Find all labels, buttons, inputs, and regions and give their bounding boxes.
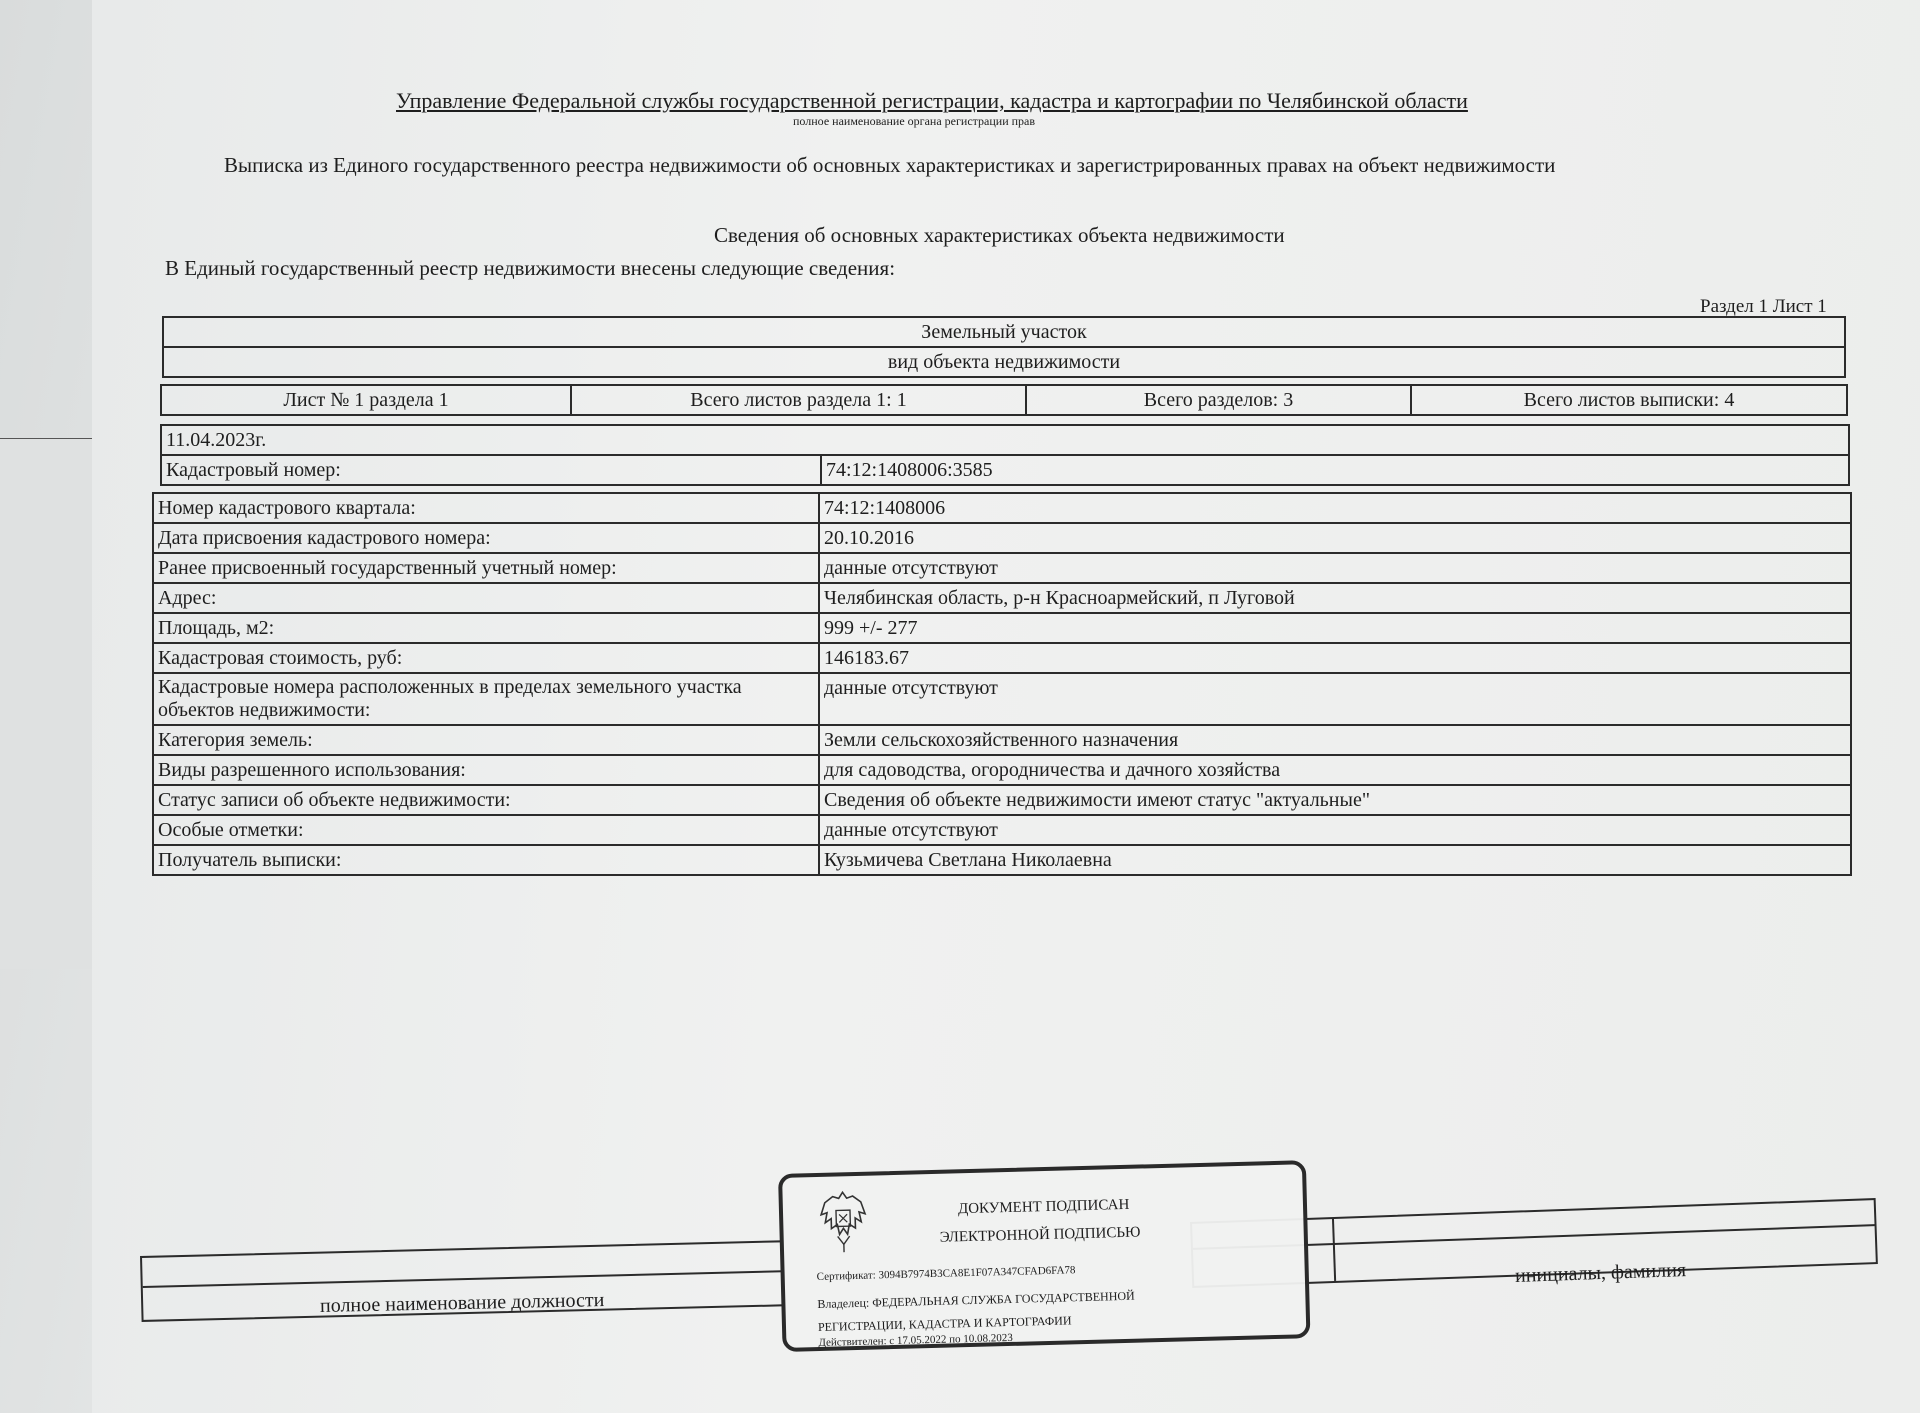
row-value: 74:12:1408006 [819,493,1851,523]
position-caption: полное наименование должности [319,1289,605,1317]
row-value: Челябинская область, р-н Красноармейский, п Луговой [819,583,1851,613]
table-row [153,815,1851,845]
total-sheets-section: Всего листов раздела 1: 1 [571,385,1026,415]
electronic-signature-stamp [778,1160,1310,1352]
row-label: Кадастровые номера расположенных в пределах земельного участка объектов недвижимости: [153,673,819,725]
table-row [153,725,1851,755]
table-row [153,493,1851,523]
table-row [153,643,1851,673]
row-label: Виды разрешенного использования: [153,755,819,785]
row-value: 146183.67 [819,643,1851,673]
row-value: 999 +/- 277 [819,613,1851,643]
row-label: Особые отметки: [153,815,819,845]
row-label: Кадастровая стоимость, руб: [153,643,819,673]
underlying-page-edge [0,438,94,969]
row-label: Получатель выписки: [153,845,819,875]
authority-caption: полное наименование органа регистрации прав [793,114,1036,128]
row-value: Сведения об объекте недвижимости имеют статус "актуальные" [819,785,1851,815]
row-value: Кузьмичева Светлана Николаевна [819,845,1851,875]
table-row [153,583,1851,613]
row-value: 20.10.2016 [819,523,1851,553]
stamp-certificate: Сертификат: 3094B7974B3CA8E1F07A347CFAD6FA78 [816,1264,1076,1284]
stamp-line-2: ЭЛЕКТРОННОЙ ПОДПИСЬЮ [939,1224,1141,1246]
table-row [153,553,1851,583]
record-header-table [160,424,1850,486]
row-label: Ранее присвоенный государственный учетный номер: [153,553,819,583]
object-type-caption: вид объекта недвижимости [163,347,1845,377]
stamp-validity: Действителен: с 17.05.2022 по 10.08.2023 [818,1331,1013,1349]
table-row [153,845,1851,875]
object-type-value: Земельный участок [163,317,1845,347]
document-title: Выписка из Единого государственного реестра недвижимости об основных характеристиках и зарегистрированных правах на объект недвижимости [224,153,1556,177]
cadastral-number-label: Кадастровый номер: [161,455,821,485]
row-value: для садоводства, огородничества и дачного хозяйства [819,755,1851,785]
stamp-owner-cont: РЕГИСТРАЦИИ, КАДАСТРА И КАРТОГРАФИИ [817,1313,1072,1335]
table-row [153,523,1851,553]
page-reference: Раздел 1 Лист 1 [1700,296,1827,317]
row-value: данные отсутствуют [819,673,1851,725]
section-title: Сведения об основных характеристиках объекта недвижимости [714,223,1285,247]
row-value: данные отсутствуют [819,553,1851,583]
coat-of-arms-icon [816,1188,870,1253]
stamp-line-1: ДОКУМЕНТ ПОДПИСАН [957,1196,1130,1218]
table-row [153,755,1851,785]
table-row [153,613,1851,643]
row-label: Статус записи об объекте недвижимости: [153,785,819,815]
initials-caption: инициалы, фамилия [1514,1259,1687,1287]
cadastral-number-value: 74:12:1408006:3585 [821,455,1849,485]
stamp-owner: Владелец: ФЕДЕРАЛЬНАЯ СЛУЖБА ГОСУДАРСТВЕННОЙ [817,1288,1135,1312]
total-sections: Всего разделов: 3 [1026,385,1411,415]
row-label: Категория земель: [153,725,819,755]
row-label: Номер кадастрового квартала: [153,493,819,523]
row-label: Дата присвоения кадастрового номера: [153,523,819,553]
row-value: Земли сельскохозяйственного назначения [819,725,1851,755]
table-row [153,673,1851,725]
total-sheets-extract: Всего листов выписки: 4 [1411,385,1847,415]
row-label: Адрес: [153,583,819,613]
row-label: Площадь, м2: [153,613,819,643]
intro-text: В Единый государственный реестр недвижимости внесены следующие сведения: [165,256,896,280]
sheet-number: Лист № 1 раздела 1 [161,385,571,415]
row-value: данные отсутствуют [819,815,1851,845]
characteristics-table [152,492,1852,876]
sheet-info-table [160,384,1848,416]
record-date: 11.04.2023г. [161,425,1849,455]
table-row [153,785,1851,815]
authority-name: Управление Федеральной службы государственной регистрации, кадастра и картографии по Челябинской области [396,88,1468,113]
object-type-table [162,316,1846,378]
